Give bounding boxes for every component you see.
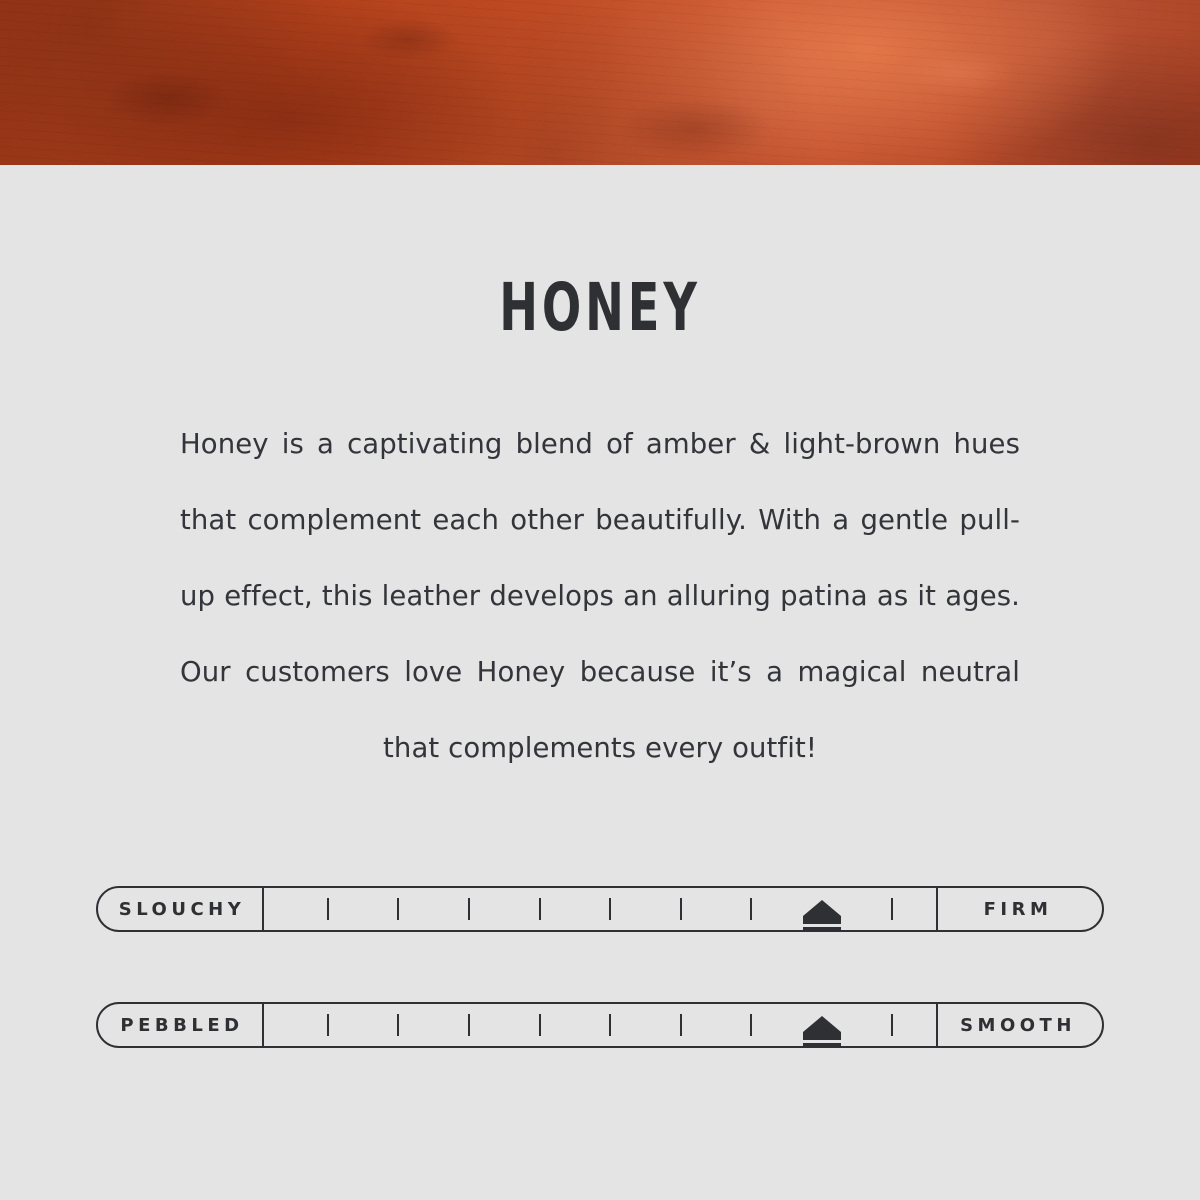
marker-pin-icon — [803, 900, 841, 930]
scale-tick — [609, 1014, 611, 1036]
scale-texture-track[interactable] — [264, 1004, 936, 1046]
marker-pin-icon — [803, 1016, 841, 1046]
scale-tick — [539, 1014, 541, 1036]
scale-texture-marker[interactable] — [803, 1025, 841, 1046]
scale-tick — [750, 1014, 752, 1036]
scale-structure-left-label: SLOUCHY — [98, 888, 264, 930]
scale-structure-track[interactable] — [264, 888, 936, 930]
page-title: HONEY — [499, 269, 701, 346]
scale-texture-right-label: SMOOTH — [936, 1004, 1102, 1046]
scale-tick — [397, 1014, 399, 1036]
scale-structure[interactable] — [96, 886, 1104, 932]
scale-tick — [680, 1014, 682, 1036]
scale-structure-marker[interactable] — [803, 909, 841, 930]
product-content — [0, 269, 1200, 1048]
scale-tick — [891, 1014, 893, 1036]
scale-texture-left-label: PEBBLED — [98, 1004, 264, 1046]
scale-tick — [468, 898, 470, 920]
scale-tick — [539, 898, 541, 920]
scale-tick — [327, 1014, 329, 1036]
product-description: Honey is a captivating blend of amber & light-brown hues that complement each other beautifully. With a gentle pull-up effect, this leather develops an alluring patina as it ages. Our customers love Honey because it’s a magical neutral that complements every outfit! — [180, 428, 1020, 764]
scale-texture[interactable] — [96, 1002, 1104, 1048]
scale-tick — [680, 898, 682, 920]
scale-tick — [891, 898, 893, 920]
leather-swatch-banner — [0, 0, 1200, 165]
scale-tick — [327, 898, 329, 920]
scale-tick — [468, 1014, 470, 1036]
scale-tick — [609, 898, 611, 920]
swatch-mottle-layer — [0, 0, 1200, 165]
scale-tick — [750, 898, 752, 920]
scale-structure-right-label: FIRM — [936, 888, 1102, 930]
attribute-scales — [0, 886, 1200, 1048]
scale-tick — [397, 898, 399, 920]
